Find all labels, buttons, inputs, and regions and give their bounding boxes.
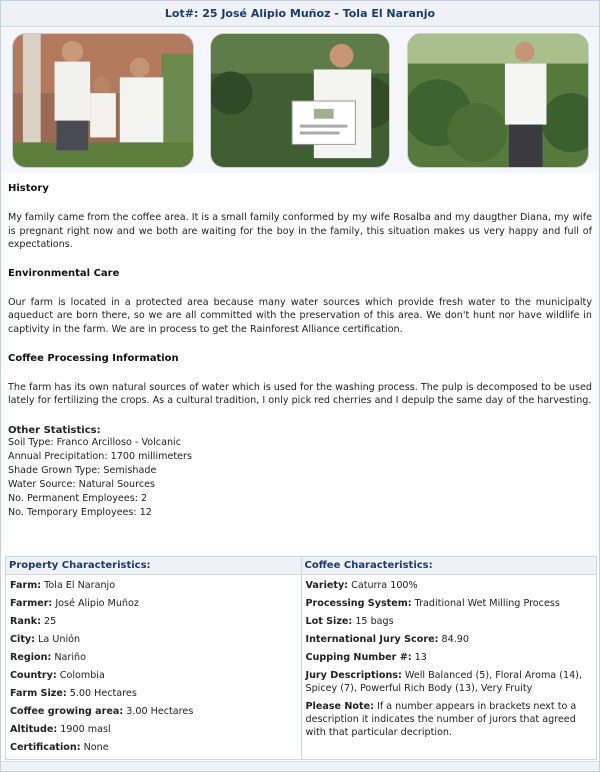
coffee-row: Cupping Number #: 13 — [305, 652, 427, 663]
history-title: History — [8, 183, 49, 194]
coffee-row: Jury Descriptions: Well Balanced (5), Floral Aroma (14), Spicey (7), Powerful Rich Body (13), Very Fruity — [305, 670, 582, 694]
history-text: My family came from the coffee area. It is a small family conformed by my wife Rosalba and my daugther Diana, my wife is pregnant right now and we both are waiting for the boy in the family, this situation makes us very happy and full of expectations. — [8, 212, 592, 251]
coffee-heading: Coffee Characteristics: — [302, 557, 597, 575]
property-row: Rank: 25 — [10, 616, 57, 627]
coffee-row: Processing System: Traditional Wet Milling Process — [305, 598, 560, 609]
coffee-row: Please Note: If a number appears in brackets next to a description it indicates the number of jurors that agreed with that particular decription. — [305, 701, 577, 738]
environment-text: Our farm is located in a protected area because many water sources which provide fresh water to the municipalty aqueduct are born there, so we are all committed with the preservation of this area. We don't hunt nor have wildlife in captivity in the farm. We are in process to get the Rainforest Alliance certification. — [8, 296, 592, 335]
environment-title: Environmental Care — [8, 267, 120, 279]
coffee-characteristics — [301, 557, 597, 759]
footer-strip — [1, 761, 599, 771]
property-row: Coffee growing area: 3.00 Hectares — [10, 706, 194, 717]
property-row: Farm Size: 5.00 Hectares — [10, 688, 137, 699]
coffee-row: Lot Size: 15 bags — [305, 616, 394, 627]
stat-soil-type: Soil Type: Franco Arcilloso - Volcanic — [8, 436, 181, 448]
stat-temporary-employees: No. Temporary Employees: 12 — [8, 506, 152, 518]
property-characteristics — [6, 557, 301, 759]
stat-precipitation: Annual Precipitation: 1700 millimeters — [8, 450, 192, 462]
coffee-row: Variety: Caturra 100% — [305, 580, 418, 591]
property-row: Farmer: José Alipio Muñoz — [10, 598, 139, 609]
stat-permanent-employees: No. Permanent Employees: 2 — [8, 492, 148, 504]
other-stats-list — [8, 436, 592, 520]
photo-strip — [1, 27, 599, 173]
other-stats-title: Other Statistics: — [8, 424, 101, 436]
property-row: Region: Nariño — [10, 652, 86, 663]
property-row: Farm: Tola El Naranjo — [10, 580, 116, 591]
farmer-coffee-plants-photo — [407, 33, 589, 168]
characteristics-table — [5, 556, 597, 760]
property-row: Certification: None — [10, 742, 109, 753]
property-heading: Property Characteristics: — [6, 557, 301, 575]
property-row: City: La Unión — [10, 634, 81, 645]
processing-text: The farm has its own natural sources of water which is used for the washing process. The pulp is decomposed to be used lately for fertilizing the crops. As a cultural tradition, I only pick red cherries and I depulp the same day of the harvesting. — [8, 381, 592, 407]
property-row: Altitude: 1900 masl — [10, 724, 111, 735]
page-title: Lot#: 25 José Alipio Muñoz - Tola El Naranjo — [1, 1, 599, 27]
stat-shade: Shade Grown Type: Semishade — [8, 464, 157, 476]
stat-water-source: Water Source: Natural Sources — [8, 478, 156, 490]
processing-title: Coffee Processing Information — [8, 352, 179, 364]
family-photo — [12, 33, 194, 168]
certificate-photo — [210, 33, 390, 168]
coffee-row: International Jury Score: 84.90 — [305, 634, 469, 645]
lot-description — [1, 183, 599, 520]
property-row: Country: Colombia — [10, 670, 105, 681]
